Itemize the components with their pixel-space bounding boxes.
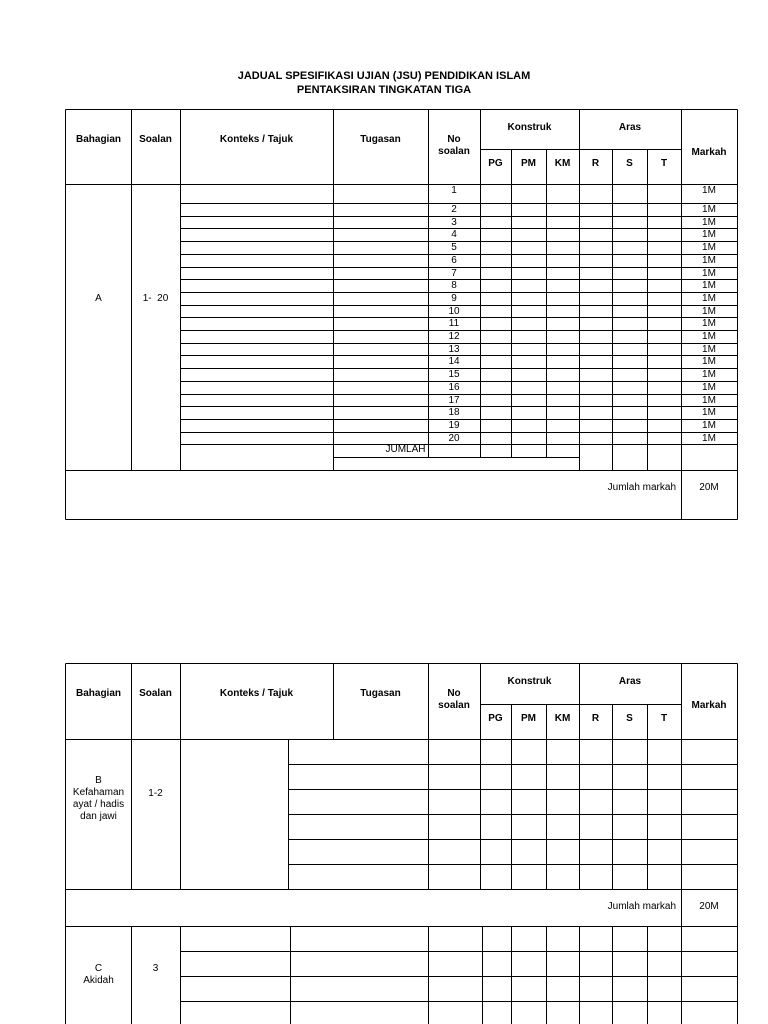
question-mark: 1M — [702, 204, 716, 215]
col-header-tugasan: Tugasan — [360, 134, 401, 145]
doc-title-line1: JADUAL SPESIFIKASI UJIAN (JSU) PENDIDIKAN ISLAM — [237, 70, 531, 82]
col-header-pg: PG — [488, 158, 503, 169]
question-number: 11 — [448, 318, 460, 329]
section-a-total-label: Jumlah markah — [607, 482, 676, 493]
question-number: 20 — [448, 433, 460, 444]
col-header-aras-2: Aras — [618, 676, 642, 687]
question-mark: 1M — [702, 433, 716, 444]
question-number: 4 — [451, 229, 457, 240]
question-mark: 1M — [702, 407, 716, 418]
question-mark: 1M — [702, 344, 716, 355]
col-header-km: KM — [554, 158, 571, 169]
section-c-soalan: 3 — [152, 963, 159, 974]
doc-title-line2: PENTAKSIRAN TINGKATAN TIGA — [296, 84, 472, 96]
question-number: 7 — [451, 268, 457, 279]
section-a-total-value: 20M — [699, 482, 719, 493]
question-number: 19 — [448, 420, 460, 431]
question-mark: 1M — [702, 331, 716, 342]
question-mark: 1M — [702, 242, 716, 253]
section-b-bahagian-line: ayat / hadis — [72, 799, 125, 810]
question-number: 8 — [451, 280, 457, 291]
col-header-soalan: Soalan — [139, 134, 172, 145]
col-header-no-soalan: soalan — [438, 146, 470, 157]
question-mark: 1M — [702, 229, 716, 240]
question-number: 1 — [451, 185, 457, 196]
question-mark: 1M — [702, 293, 716, 304]
question-mark: 1M — [702, 395, 716, 406]
question-mark: 1M — [702, 185, 716, 196]
section-a-soalan: 1- 20 — [142, 293, 169, 304]
col-header-t-2: T — [660, 713, 668, 724]
col-header-bahagian: Bahagian — [75, 134, 121, 145]
col-header-no-soalan-2: soalan — [438, 700, 470, 711]
question-mark: 1M — [702, 280, 716, 291]
section-c-bahagian-line: Akidah — [83, 975, 114, 986]
question-mark: 1M — [702, 382, 716, 393]
question-mark: 1M — [702, 369, 716, 380]
question-number: 2 — [451, 204, 457, 215]
section-b-total-label: Jumlah markah — [607, 901, 676, 912]
col-header-tugasan-2: Tugasan — [360, 688, 401, 699]
col-header-r-2: R — [591, 713, 600, 724]
col-header-bahagian-2: Bahagian — [75, 688, 121, 699]
col-header-pm-2: PM — [521, 713, 536, 724]
section-b-bahagian — [66, 775, 131, 823]
col-header-konstruk-2: Konstruk — [507, 676, 552, 687]
question-number: 10 — [448, 306, 460, 317]
section-a-jumlah: JUMLAH — [385, 444, 426, 455]
col-header-konstruk: Konstruk — [507, 122, 552, 133]
col-header-soalan-2: Soalan — [139, 688, 172, 699]
question-mark: 1M — [702, 318, 716, 329]
question-number: 14 — [448, 356, 460, 367]
section-b-bahagian-line: B — [95, 775, 102, 786]
question-mark: 1M — [702, 306, 716, 317]
question-mark: 1M — [702, 255, 716, 266]
col-header-s-2: S — [626, 713, 633, 724]
question-number: 3 — [451, 217, 457, 228]
col-header-r: R — [591, 158, 600, 169]
question-number: 5 — [451, 242, 457, 253]
question-mark: 1M — [702, 420, 716, 431]
question-mark: 1M — [702, 356, 716, 367]
col-header-pm: PM — [521, 158, 536, 169]
question-number: 15 — [448, 369, 460, 380]
section-a-bahagian: A — [95, 293, 102, 304]
col-header-t: T — [660, 158, 668, 169]
question-number: 17 — [448, 395, 460, 406]
col-header-km-2: KM — [554, 713, 571, 724]
question-mark: 1M — [702, 217, 716, 228]
section-b-bahagian-line: dan jawi — [80, 811, 117, 822]
section-c-bahagian-line: C — [94, 963, 103, 974]
col-header-no: No — [447, 134, 461, 145]
col-header-aras: Aras — [618, 122, 642, 133]
section-b-bahagian-line: Kefahaman — [72, 787, 125, 798]
col-header-s: S — [626, 158, 633, 169]
col-header-konteks: Konteks / Tajuk — [219, 134, 294, 145]
col-header-markah-2: Markah — [691, 700, 727, 711]
col-header-pg-2: PG — [488, 713, 503, 724]
question-mark: 1M — [702, 268, 716, 279]
col-header-konteks-2: Konteks / Tajuk — [219, 688, 294, 699]
question-number: 13 — [448, 344, 460, 355]
question-number: 12 — [448, 331, 460, 342]
question-number: 16 — [448, 382, 460, 393]
question-number: 18 — [448, 407, 460, 418]
section-c-bahagian — [66, 963, 131, 987]
question-number: 9 — [451, 293, 457, 304]
question-number: 6 — [451, 255, 457, 266]
section-b-total-value: 20M — [699, 901, 719, 912]
section-b-soalan: 1-2 — [148, 788, 163, 799]
col-header-no-2: No — [447, 688, 461, 699]
col-header-markah: Markah — [691, 147, 727, 158]
